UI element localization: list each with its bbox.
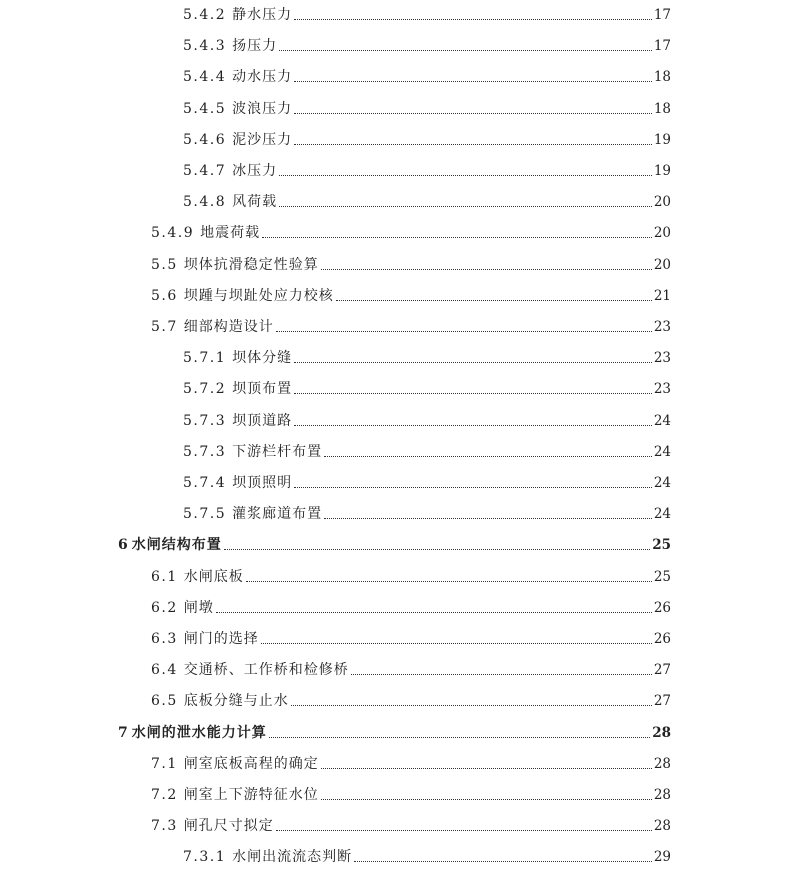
toc-entry-page: 26	[653, 600, 671, 616]
toc-entry-number: 5.4.8	[183, 194, 227, 210]
toc-entry[interactable]	[0, 468, 671, 492]
toc-entry-number: 5.4.5	[183, 101, 227, 117]
toc-entry-title: 闸墩	[183, 600, 214, 616]
toc-entry[interactable]	[0, 0, 671, 24]
toc-entry-number: 5.7.1	[183, 350, 227, 366]
toc-entry-page: 28	[653, 818, 671, 834]
toc-dot-leader	[279, 206, 652, 207]
toc-entry-title: 水闸出流流态判断	[232, 849, 353, 865]
toc-entry-number: 5.4.3	[183, 38, 227, 54]
toc-entry-title: 下游栏杆布置	[232, 444, 323, 460]
toc-dot-leader	[294, 19, 652, 20]
toc-entry-title: 坝顶布置	[232, 381, 293, 397]
toc-entry-number: 5.4.4	[183, 69, 227, 85]
toc-entry-title: 地震荷载	[200, 225, 261, 241]
toc-dot-leader	[294, 113, 652, 114]
toc-dot-leader	[269, 737, 650, 738]
toc-entry-page: 17	[653, 38, 671, 54]
toc-entry-title: 风荷载	[232, 194, 278, 210]
toc-entry[interactable]	[0, 593, 671, 617]
toc-entry[interactable]	[0, 218, 671, 242]
toc-dot-leader	[294, 393, 652, 394]
toc-entry[interactable]	[0, 250, 671, 274]
toc-entry-page: 20	[653, 194, 671, 210]
toc-entry-page: 18	[653, 101, 671, 117]
toc-entry-number: 7.2	[151, 787, 178, 803]
toc-entry[interactable]	[0, 686, 671, 710]
toc-dot-leader	[262, 237, 652, 238]
toc-entry-title: 泥沙压力	[232, 132, 293, 148]
toc-entry[interactable]	[0, 31, 671, 55]
toc-entry-page: 24	[653, 413, 671, 429]
toc-entry-page: 20	[653, 257, 671, 273]
toc-entry-number: 7.1	[151, 756, 178, 772]
toc-entry[interactable]	[0, 406, 671, 430]
toc-dot-leader	[279, 50, 652, 51]
toc-entry[interactable]	[0, 842, 671, 866]
toc-dot-leader	[294, 425, 652, 426]
toc-dot-leader	[276, 830, 652, 831]
toc-entry-title: 闸孔尺寸拟定	[183, 818, 274, 834]
toc-entry-title: 动水压力	[232, 69, 293, 85]
toc-dot-leader	[321, 799, 652, 800]
toc-entry-number: 5.4.2	[183, 7, 227, 23]
toc-entry-number: 5.4.7	[183, 163, 227, 179]
toc-entry-page: 29	[653, 849, 671, 865]
toc-entry-number: 5.4.6	[183, 132, 227, 148]
toc-entry[interactable]	[0, 562, 671, 586]
toc-dot-leader	[351, 674, 652, 675]
toc-entry-number: 5.7	[151, 319, 178, 335]
toc-entry-title: 水闸结构布置	[131, 537, 222, 553]
toc-entry-number: 7	[118, 725, 128, 741]
toc-entry-page: 18	[653, 69, 671, 85]
toc-entry-page: 28	[653, 787, 671, 803]
toc-entry-number: 5.4.9	[151, 225, 195, 241]
toc-dot-leader	[294, 362, 652, 363]
toc-entry-page: 23	[653, 381, 671, 397]
toc-dot-leader	[321, 269, 652, 270]
toc-dot-leader	[276, 331, 652, 332]
toc-entry[interactable]	[0, 187, 671, 211]
toc-dot-leader	[261, 643, 652, 644]
toc-dot-leader	[336, 300, 652, 301]
toc-entry-title: 坝顶道路	[232, 413, 293, 429]
toc-entry-page: 23	[653, 350, 671, 366]
toc-entry[interactable]	[0, 718, 671, 742]
toc-entry-title: 灌浆廊道布置	[232, 506, 323, 522]
toc-entry-title: 静水压力	[232, 7, 293, 23]
toc-entry-title: 冰压力	[232, 163, 278, 179]
toc-entry[interactable]	[0, 780, 671, 804]
toc-entry-title: 坝体分缝	[232, 350, 293, 366]
toc-entry[interactable]	[0, 62, 671, 86]
toc-entry-title: 交通桥、工作桥和检修桥	[183, 662, 349, 678]
toc-entry-title: 闸室上下游特征水位	[183, 787, 319, 803]
toc-dot-leader	[294, 144, 652, 145]
toc-entry-number: 5.5	[151, 257, 178, 273]
toc-entry-page: 24	[653, 475, 671, 491]
toc-entry-page: 20	[653, 225, 671, 241]
toc-dot-leader	[294, 81, 652, 82]
toc-entry-title: 闸门的选择	[183, 631, 259, 647]
toc-dot-leader	[246, 581, 652, 582]
toc-entry-title: 水闸的泄水能力计算	[131, 725, 267, 741]
toc-entry-number: 6.1	[151, 569, 178, 585]
toc-entry[interactable]	[0, 437, 671, 461]
toc-entry[interactable]	[0, 499, 671, 523]
toc-entry-number: 7.3	[151, 818, 178, 834]
toc-entry[interactable]	[0, 749, 671, 773]
toc-entry[interactable]	[0, 530, 671, 554]
toc-entry-title: 细部构造设计	[183, 319, 274, 335]
toc-dot-leader	[279, 175, 652, 176]
toc-dot-leader	[354, 861, 652, 862]
toc-entry-title: 闸室底板高程的确定	[183, 756, 319, 772]
toc-entry-page: 24	[653, 506, 671, 522]
toc-entry-page: 19	[653, 163, 671, 179]
toc-entry-page: 25	[652, 537, 671, 553]
toc-dot-leader	[294, 487, 652, 488]
toc-entry-page: 26	[653, 631, 671, 647]
toc-entry-page: 23	[653, 319, 671, 335]
toc-entry-title: 坝顶照明	[232, 475, 293, 491]
toc-dot-leader	[224, 549, 650, 550]
toc-entry-number: 6.2	[151, 600, 178, 616]
toc-entry[interactable]	[0, 281, 671, 305]
toc-entry-page: 21	[653, 288, 671, 304]
toc-entry-number: 5.7.3	[183, 444, 227, 460]
toc-entry-number: 5.7.4	[183, 475, 227, 491]
toc-entry-title: 坝踵与坝趾处应力校核	[183, 288, 334, 304]
toc-entry[interactable]	[0, 811, 671, 835]
toc-entry-number: 7.3.1	[183, 849, 227, 865]
toc-entry-page: 27	[653, 693, 671, 709]
toc-dot-leader	[324, 456, 652, 457]
toc-entry[interactable]	[0, 343, 671, 367]
toc-entry-number: 5.7.5	[183, 506, 227, 522]
toc-entry[interactable]	[0, 312, 671, 336]
toc-entry-title: 波浪压力	[232, 101, 293, 117]
toc-entry-page: 28	[652, 725, 671, 741]
toc-dot-leader	[291, 705, 652, 706]
toc-entry[interactable]	[0, 156, 671, 180]
toc-entry[interactable]	[0, 624, 671, 648]
toc-entry-page: 27	[653, 662, 671, 678]
toc-entry[interactable]	[0, 125, 671, 149]
toc-dot-leader	[324, 518, 652, 519]
toc-entry-number: 5.6	[151, 288, 178, 304]
toc-entry[interactable]	[0, 655, 671, 679]
toc-entry-page: 24	[653, 444, 671, 460]
toc-entry-title: 水闸底板	[183, 569, 244, 585]
toc-entry-number: 5.7.2	[183, 381, 227, 397]
toc-dot-leader	[321, 768, 652, 769]
toc-entry-page: 19	[653, 132, 671, 148]
toc-dot-leader	[216, 612, 652, 613]
toc-entry-page: 28	[653, 756, 671, 772]
toc-entry-number: 6.5	[151, 693, 178, 709]
toc-entry-number: 6.4	[151, 662, 178, 678]
toc-entry-page: 17	[653, 7, 671, 23]
toc-entry-title: 底板分缝与止水	[183, 693, 289, 709]
toc-entry-number: 6	[118, 537, 128, 553]
toc-entry-title: 坝体抗滑稳定性验算	[183, 257, 319, 273]
toc-entry[interactable]	[0, 94, 671, 118]
toc-entry-number: 6.3	[151, 631, 178, 647]
toc-entry-title: 扬压力	[232, 38, 278, 54]
toc-entry[interactable]	[0, 374, 671, 398]
toc-entry-page: 25	[653, 569, 671, 585]
toc-entry-number: 5.7.3	[183, 413, 227, 429]
